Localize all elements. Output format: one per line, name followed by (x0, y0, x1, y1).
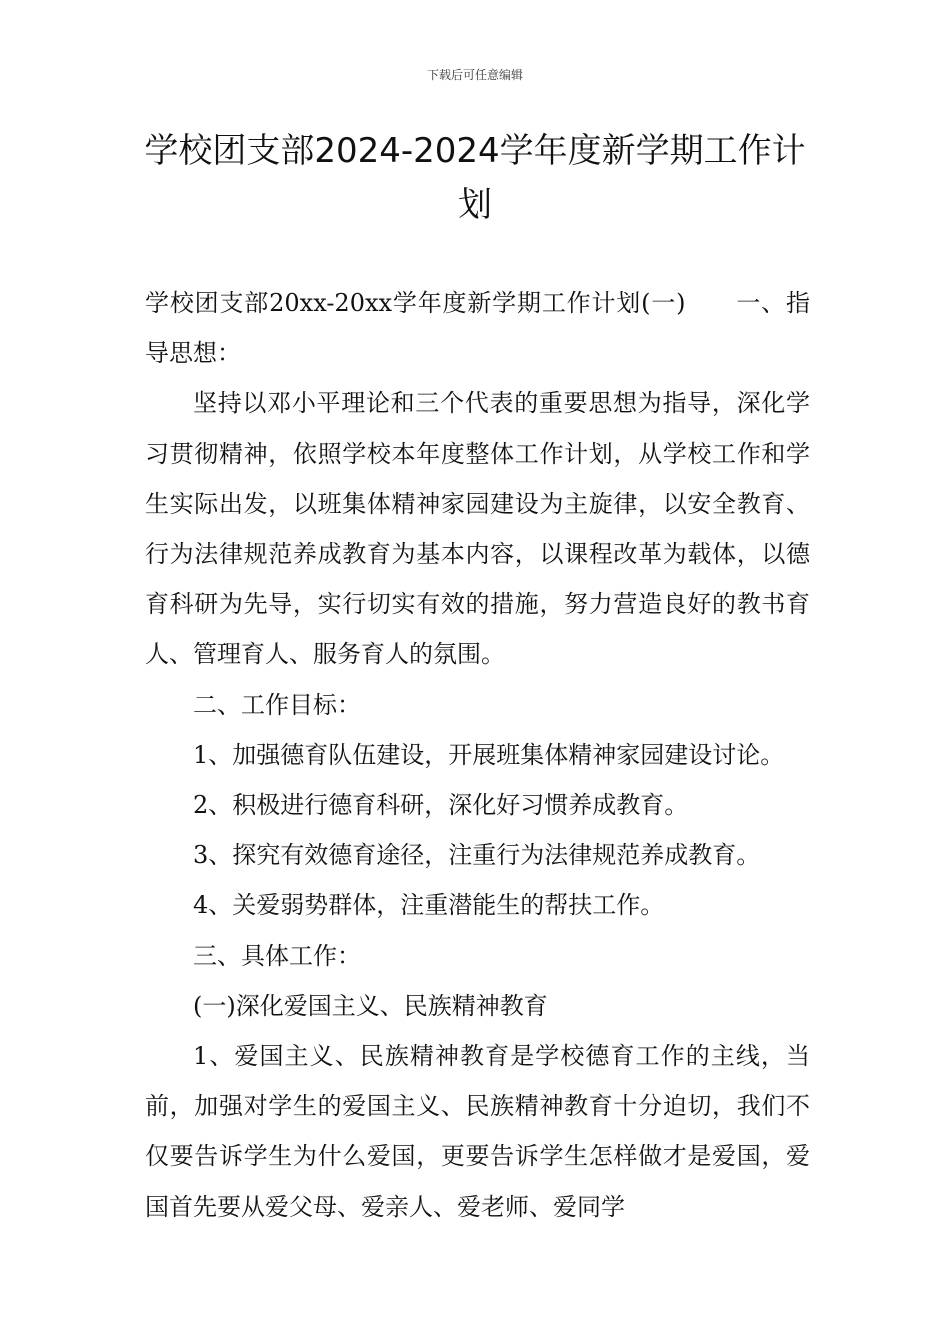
goal-item-1: 1、加强德育队伍建设，开展班集体精神家园建设讨论。 (193, 740, 785, 769)
goal-item-2: 2、积极进行德育科研，深化好习惯养成教育。 (193, 791, 689, 820)
subsection-heading-patriotism: (一)深化爱国主义、民族精神教育 (193, 991, 548, 1020)
goal-item-4: 4、关爱弱势群体，注重潜能生的帮扶工作。 (193, 891, 665, 920)
section-heading-guiding-ideology: 一、指导思想： (145, 289, 810, 368)
section-heading-goals: 二、工作目标： (193, 690, 361, 719)
intro-heading: 学校团支部20xx-20xx学年度新学期工作计划(一) (145, 289, 686, 317)
section-heading-specific-work: 三、具体工作： (193, 941, 361, 970)
document-title: 学校团支部2024-2024学年度新学期工作计划 (144, 131, 806, 225)
paragraph-guiding-ideology: 坚持以邓小平理论和三个代表的重要思想为指导，深化学习贯彻精神，依照学校本年度整体工作计划，从学校工作和学生实际出发，以班集体精神家园建设为主旋律，以安全教育、行为法律规范养成教育为基本内容，以课程改革为载体，以德育科研为先导，实行切实有效的措施，努力营造良好的教书育人、管理育人、服务育人的氛围。 (145, 389, 810, 669)
intro-paragraph (145, 278, 810, 378)
header-note: 下载后可任意编辑 (426, 68, 523, 82)
document-body (145, 278, 810, 1232)
goal-item-3: 3、探究有效德育途径，注重行为法律规范养成教育。 (193, 841, 761, 870)
paragraph-patriotism: 1、爱国主义、民族精神教育是学校德育工作的主线，当前，加强对学生的爱国主义、民族精神教育十分迫切，我们不仅要告诉学生为什么爱国，更要告诉学生怎样做才是爱国，爱国首先要从爱父母、爱亲人、爱老师、爱同学 (145, 1042, 810, 1221)
